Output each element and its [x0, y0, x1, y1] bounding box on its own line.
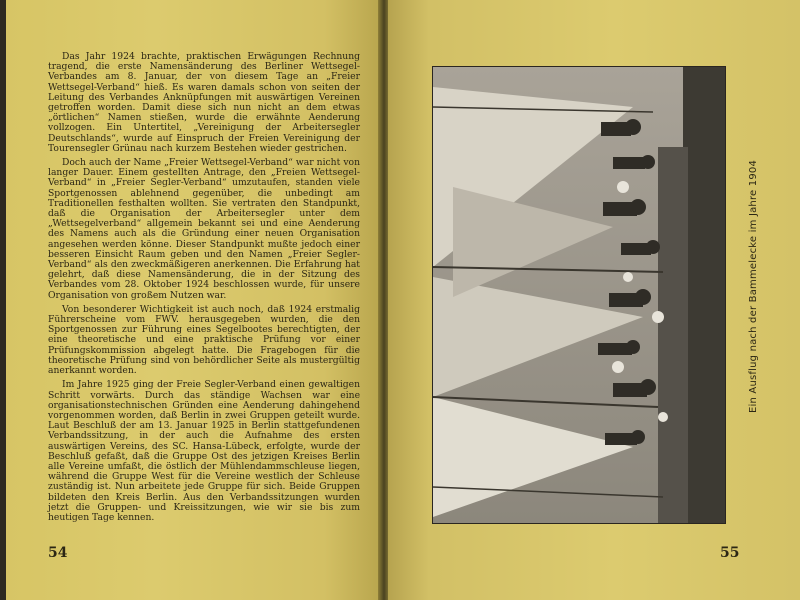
- page-number-right: 55: [720, 545, 740, 561]
- page-number-left: 54: [48, 545, 68, 561]
- paragraph: Doch auch der Name „Freier Wettsegel-Verband“ war nicht von langer Dauer. Einem gestellten Antrage, den „Freien Wettsegel-Verband“ in „Freier Segler-Verband“ umzutaufen, standen viele Sportgenossen ablehnend gegenüber, die unbedingt am Traditionellen festhalten wollten. Sie vertraten den Standpunkt, daß die Organisation der Arbeitersegler unter dem „Wettsegelverband“ allgemein bekannt sei und eine Aenderung des Namens auch als die Gründung einer neuen Organisation angesehen werden könne. Dieser Standpunkt mußte jedoch einer besseren Einsicht Raum geben und den Namen „Freier Segler-Verband“ als den zweckmäßigeren anerkennen. Die Erfahrung hat gelehrt, daß diese Namensänderung, die in der Sitzung des Verbandes vom 28. Oktober 1924 beschlossen wurde, für unsere Organisation von großem Nutzen war.: [48, 157, 360, 301]
- historical-photo: [432, 66, 726, 524]
- paragraph: Das Jahr 1924 brachte, praktischen Erwägungen Rechnung tragend, die erste Namensänderung des Berliner Wettsegel-Verbandes am 8. Januar, der von diesem Tage an „Freier Wettsegel-Verband“ hieß. Es waren damals schon von seiten der Leitung des Verbandes Anknüpfungen mit auswärtigen Vereinen getroffen worden. Damit diese sich nun nicht an dem etwas „örtlichen“ Namen stießen, wurde die erwähnte Aenderung vollzogen. Ein Untertitel, „Vereinigung der Arbeitersegler Deutschlands“, wurde auf Einspruch der Freien Vereinigung der Tourensegler Grünau nach kurzem Bestehen wieder gestrichen.: [48, 51, 360, 154]
- paragraph: Im Jahre 1925 ging der Freie Segler-Verband einen gewaltigen Schritt vorwärts. Durch das ständige Wachsen war eine organisationstechnischen Gründen eine Aenderung dahingehend vorgenommen worden, daß Berlin in zwei Gruppen geteilt wurde. Laut Beschluß der am 13. Januar 1925 in Berlin stattgefundenen Verbandssitzung, in der auch die Aufnahme des ersten auswärtigen Vereins, des SC. Hansa-Lübeck, erfolgte, wurde der Beschluß gefaßt, daß die Gruppe Ost des jetzigen Kreises Berlin alle Vereine umfaßt, die östlich der Mühlendammschleuse liegen, während die Gruppe West für die Vereine westlich der Schleuse zuständig ist. Nun arbeitete jede Gruppe für sich. Beide Gruppen bildeten den Kreis Berlin. Aus den Verbandssitzungen wurden jetzt die Gruppen- und Kreissitzungen, wie wir sie bis zum heutigen Tage kennen.: [48, 379, 360, 523]
- paragraph: Von besonderer Wichtigkeit ist auch noch, daß 1924 erstmalig Führerscheine vom FWV. herausgegeben wurden, die den Sportgenossen zur Führung eines Segelbootes berechtigten, der eine theoretische und eine praktische Prüfung vor einer Prüfungskommission abgelegt hatte. Die Fragebogen für die theoretische Prüfung sind von behördlicher Seite als mustergültig anerkannt worden.: [48, 303, 360, 377]
- left-page-text: [48, 52, 360, 527]
- sailboats-photo-image: [433, 67, 725, 523]
- photo-caption: Ein Ausflug nach der Bammelecke im Jahre 1904: [748, 159, 759, 413]
